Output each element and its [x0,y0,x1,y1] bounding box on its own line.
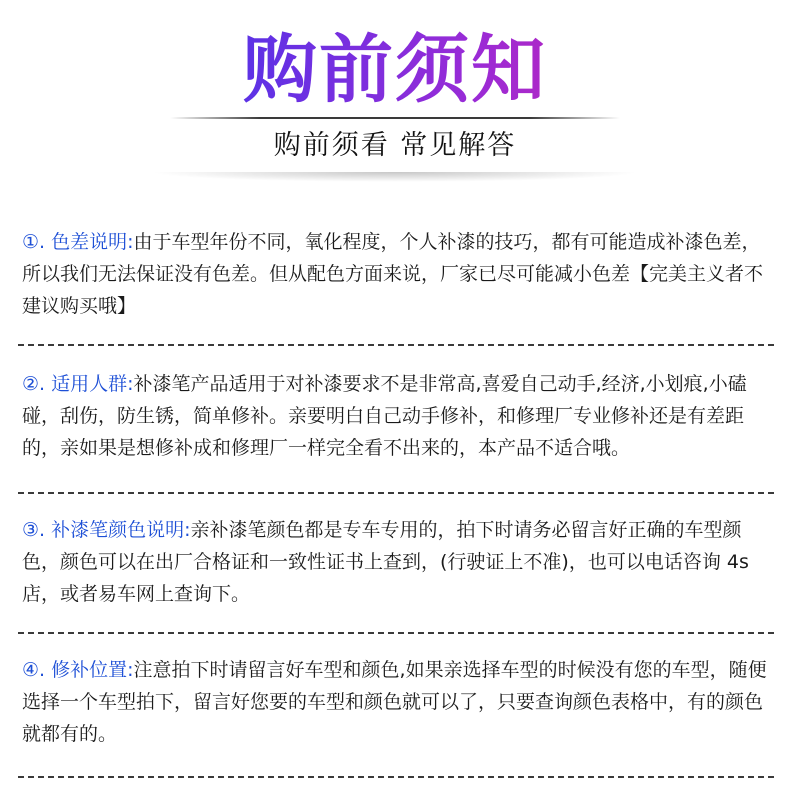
section-label: 补漆笔颜色说明: [51,519,191,541]
section-repair-position [22,654,772,750]
section-label: 色差说明: [51,231,134,253]
dashed-divider [18,492,774,494]
section-number: ④. [22,659,46,681]
section-text: 由于车型年份不同，氧化程度，个人补漆的技巧，都有可能造成补漆色差，所以我们无法保证没有色差。但从配色方面来说，厂家已尽可能减小色差【完美主义者不建议购买哦】 [22,231,764,317]
dashed-divider [18,632,774,634]
section-target-users [22,368,772,464]
section-color-difference [22,226,772,322]
section-number: ①. [22,231,46,253]
section-label: 适用人群: [51,373,134,395]
section-text: 亲补漆笔颜色都是专车专用的，拍下时请务必留言好正确的车型颜色，颜色可以在出厂合格证和一致性证书上查到，(行驶证上不准)，也可以电话咨询 4s 店，或者易车网上查询下。 [22,519,749,605]
section-text: 补漆笔产品适用于对补漆要求不是非常高,喜爱自己动手,经济,小划痕,小磕碰，刮伤，防生锈，简单修补。亲要明白自己动手修补，和修理厂专业修补还是有差距的，亲如果是想修补成和修理厂一样完全看不出来的，本产品不适合哦。 [22,373,747,459]
dashed-divider [18,344,774,346]
section-number: ③. [22,519,46,541]
header [0,0,790,200]
page-title: 购前须知 [0,22,790,118]
section-label: 修补位置: [51,659,134,681]
page-subtitle: 购前须看 常见解答 [273,130,517,161]
section-text: 注意拍下时请留言好车型和颜色,如果亲选择车型的时候没有您的车型，随便选择一个车型拍下，留言好您要的车型和颜色就可以了，只要查询颜色表格中，有的颜色就都有的。 [22,659,767,745]
section-pen-color [22,514,772,610]
dashed-divider [18,776,774,778]
title-divider [170,117,620,119]
header-shadow [150,172,640,182]
section-number: ②. [22,373,46,395]
